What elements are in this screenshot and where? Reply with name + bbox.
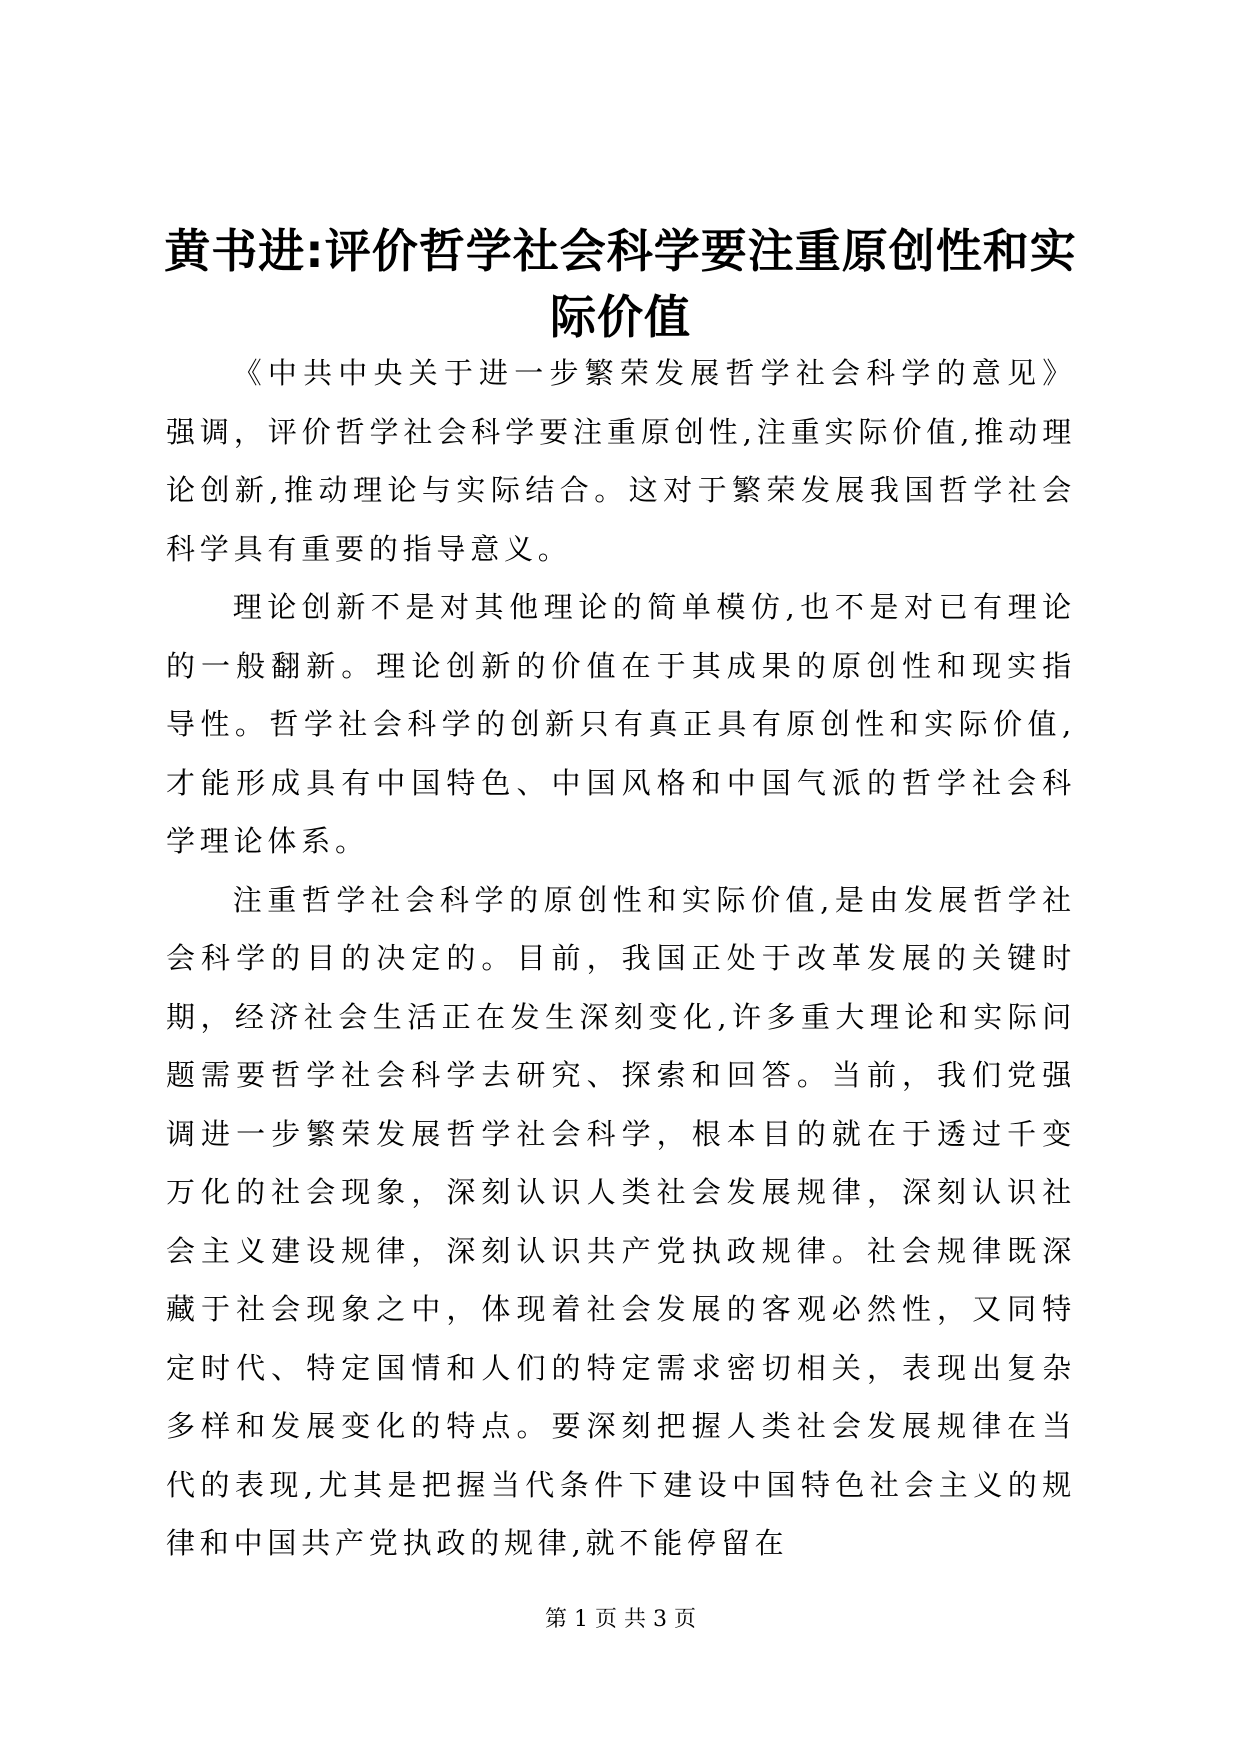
paragraph: 理论创新不是对其他理论的简单模仿,也不是对已有理论的一般翻新。理论创新的价值在于其成果的原创性和现实指导性。哲学社会科学的创新只有真正具有原创性和实际价值,才能形成具有中国特色、中国风格和中国气派的哲学社会科学理论体系。 xyxy=(166,590,1076,858)
page-footer xyxy=(0,1605,1241,1635)
document-title: 黄书进:评价哲学社会科学要注重原创性和实际价值 xyxy=(164,224,1077,344)
document-body xyxy=(166,344,1076,1573)
paragraph: 注重哲学社会科学的原创性和实际价值,是由发展哲学社会科学的目的决定的。目前，我国正处于改革发展的关键时期，经济社会生活正在发生深刻变化,许多重大理论和实际问题需要哲学社会科学去研究、探索和回答。当前，我们党强调进一步繁荣发展哲学社会科学，根本目的就在于透过千变万化的社会现象，深刻认识人类社会发展规律，深刻认识社会主义建设规律，深刻认识共产党执政规律。社会规律既深藏于社会现象之中，体现着社会发展的客观必然性，又同特定时代、特定国情和人们的特定需求密切相关，表现出复杂多样和发展变化的特点。要深刻把握人类社会发展规律在当代的表现,尤其是把握当代条件下建设中国特色社会主义的规律和中国共产党执政的规律,就不能停留在 xyxy=(166,882,1076,1560)
page-number: 第 1 页 共 3 页 xyxy=(545,1607,696,1632)
paragraph: 《中共中央关于进一步繁荣发展哲学社会科学的意见》强调，评价哲学社会科学要注重原创性,注重实际价值,推动理论创新,推动理论与实际结合。这对于繁荣发展我国哲学社会科学具有重要的指导意义。 xyxy=(166,356,1076,566)
